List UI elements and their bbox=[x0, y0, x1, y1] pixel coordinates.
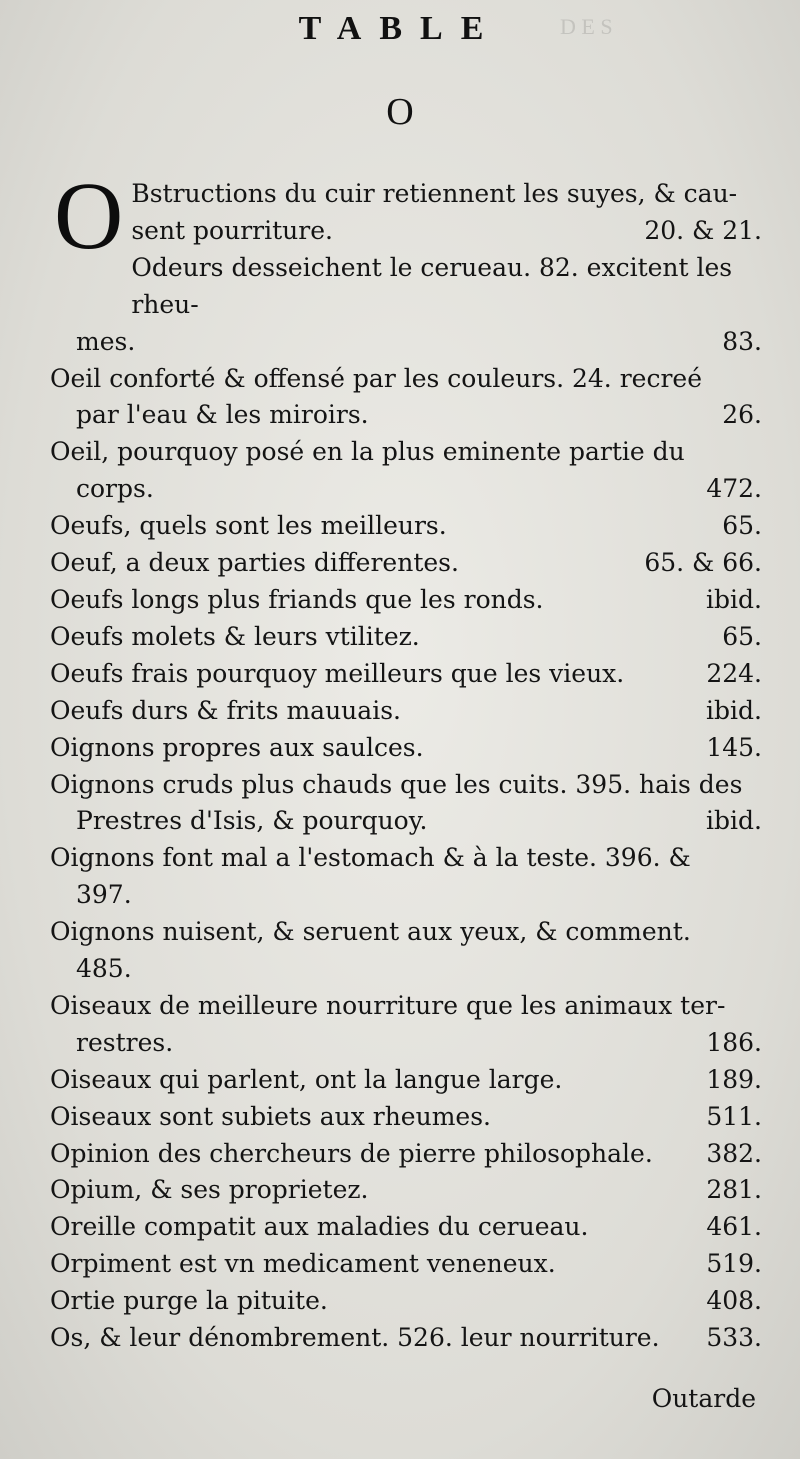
entry-line bbox=[50, 545, 762, 582]
index-entries bbox=[50, 162, 762, 1357]
entry-text: par l'eau & les miroirs. bbox=[76, 400, 369, 430]
entry-line bbox=[50, 767, 762, 804]
index-entry bbox=[50, 508, 762, 545]
entry-line bbox=[131, 250, 762, 324]
index-entry bbox=[50, 767, 762, 841]
entry-line bbox=[50, 397, 762, 434]
index-entry bbox=[50, 693, 762, 730]
entry-text: Orpiment est vn medicament veneneux. bbox=[50, 1249, 556, 1279]
show-through-text: D E S bbox=[560, 14, 613, 39]
index-entry bbox=[50, 1246, 762, 1283]
entry-text: Oignons font mal a l'estomach & à la teste. 396. & bbox=[50, 843, 691, 873]
entry-line bbox=[50, 988, 762, 1025]
entry-text: Oeufs molets & leurs vtilitez. bbox=[50, 621, 420, 651]
page-reference: 281. bbox=[706, 1175, 762, 1205]
entry-line bbox=[50, 582, 762, 619]
page-reference: 65. bbox=[722, 621, 762, 651]
entry-text: 397. bbox=[76, 880, 132, 910]
entry-line bbox=[50, 1172, 762, 1209]
page-reference: 20. & 21. bbox=[644, 215, 762, 245]
entry-text: 485. bbox=[76, 954, 132, 984]
entry-line bbox=[50, 877, 762, 914]
entry-line bbox=[50, 619, 762, 656]
entry-line bbox=[50, 1025, 762, 1062]
page-reference: 186. bbox=[706, 1027, 762, 1057]
page-reference: 26. bbox=[722, 400, 762, 430]
entry-text: Opinion des chercheurs de pierre philosophale. bbox=[50, 1138, 653, 1168]
entry-text: Oignons cruds plus chauds que les cuits. 395. hais des bbox=[50, 769, 743, 799]
entry-text: sent pourriture. bbox=[131, 215, 333, 245]
entry-line bbox=[50, 1246, 762, 1283]
entry-text: Ortie purge la pituite. bbox=[50, 1286, 328, 1316]
entry-text: Oreille compatit aux maladies du cerueau. bbox=[50, 1212, 589, 1242]
entry-text: Oeufs longs plus friands que les ronds. bbox=[50, 584, 544, 614]
entry-line bbox=[50, 1062, 762, 1099]
page-reference: ibid. bbox=[706, 806, 762, 836]
entry-line bbox=[50, 1320, 762, 1357]
entry-text: mes. bbox=[76, 326, 136, 356]
index-entry bbox=[50, 1320, 762, 1357]
page-reference: 519. bbox=[706, 1249, 762, 1279]
entry-text: Odeurs desseichent le cerueau. 82. excitent les rheu- bbox=[131, 252, 733, 319]
index-entry bbox=[50, 840, 762, 914]
entry-line bbox=[50, 1283, 762, 1320]
entry-text: corps. bbox=[76, 474, 154, 504]
entry-line bbox=[131, 213, 762, 250]
index-entry bbox=[50, 545, 762, 582]
drop-cap: O bbox=[54, 162, 124, 269]
entry-text: Oignons propres aux saulces. bbox=[50, 732, 424, 762]
index-entry bbox=[50, 988, 762, 1062]
entry-text: Oeufs frais pourquoy meilleurs que les vieux. bbox=[50, 658, 625, 688]
page-reference: 65. & 66. bbox=[644, 548, 762, 578]
entry-text: Prestres d'Isis, & pourquoy. bbox=[76, 806, 428, 836]
section-letter: O bbox=[386, 91, 414, 133]
entry-line bbox=[50, 1099, 762, 1136]
page-reference: 461. bbox=[706, 1212, 762, 1242]
entry-line bbox=[50, 803, 762, 840]
page-reference: 511. bbox=[706, 1101, 762, 1131]
entry-text: Oeufs durs & frits mauuais. bbox=[50, 695, 401, 725]
index-entry bbox=[50, 434, 762, 508]
entry-line bbox=[131, 176, 762, 213]
index-entry bbox=[50, 1283, 762, 1320]
index-entry bbox=[50, 619, 762, 656]
page-reference: ibid. bbox=[706, 695, 762, 725]
entry-line bbox=[50, 361, 762, 398]
entry-text: Oeil conforté & offensé par les couleurs. 24. recreé bbox=[50, 363, 702, 393]
page-reference: 145. bbox=[706, 732, 762, 762]
entry-text: Opium, & ses proprietez. bbox=[50, 1175, 369, 1205]
entry-line bbox=[50, 434, 762, 471]
entry-text: Oiseaux sont subiets aux rheumes. bbox=[50, 1101, 491, 1131]
page-reference: 382. bbox=[706, 1138, 762, 1168]
index-entry bbox=[50, 250, 762, 361]
entry-line bbox=[50, 1136, 762, 1173]
entry-text: Oeuf, a deux parties differentes. bbox=[50, 548, 459, 578]
page-reference: 472. bbox=[706, 474, 762, 504]
index-entry bbox=[50, 162, 762, 269]
entry-text: Oeil, pourquoy posé en la plus eminente partie du bbox=[50, 437, 685, 467]
page-reference: ibid. bbox=[706, 584, 762, 614]
index-entry bbox=[50, 1209, 762, 1246]
entry-line bbox=[50, 508, 762, 545]
entry-line bbox=[50, 914, 762, 951]
index-entry bbox=[50, 1062, 762, 1099]
page-reference: 83. bbox=[722, 326, 762, 356]
index-entry bbox=[50, 361, 762, 435]
entry-text: Oeufs, quels sont les meilleurs. bbox=[50, 511, 447, 541]
entry-line bbox=[50, 840, 762, 877]
page-reference: 533. bbox=[706, 1323, 762, 1353]
entry-line bbox=[50, 471, 762, 508]
entry-text: Os, & leur dénombrement. 526. leur nourriture. bbox=[50, 1323, 660, 1353]
entry-text: Oignons nuisent, & seruent aux yeux, & comment. bbox=[50, 917, 691, 947]
entry-line bbox=[50, 656, 762, 693]
page-reference: 65. bbox=[722, 511, 762, 541]
entry-line bbox=[50, 1209, 762, 1246]
index-entry bbox=[50, 730, 762, 767]
index-entry bbox=[50, 1099, 762, 1136]
entry-line bbox=[50, 324, 762, 361]
entry-text: Oiseaux de meilleure nourriture que les animaux ter- bbox=[50, 990, 726, 1020]
entry-line bbox=[50, 730, 762, 767]
entry-line bbox=[50, 693, 762, 730]
entry-text: Oiseaux qui parlent, ont la langue large. bbox=[50, 1064, 563, 1094]
entry-text: restres. bbox=[76, 1027, 174, 1057]
index-entry bbox=[50, 914, 762, 988]
entry-line bbox=[50, 951, 762, 988]
page-reference: 224. bbox=[706, 658, 762, 688]
index-entry bbox=[50, 1172, 762, 1209]
index-entry bbox=[50, 656, 762, 693]
page-title: TABLE bbox=[298, 10, 502, 47]
page-reference: 189. bbox=[706, 1064, 762, 1094]
entry-text: Bstructions du cuir retiennent les suyes, & cau- bbox=[131, 179, 738, 208]
index-entry bbox=[50, 582, 762, 619]
index-entry bbox=[50, 1136, 762, 1173]
catchword: Outarde bbox=[651, 1384, 756, 1413]
page-reference: 408. bbox=[706, 1286, 762, 1316]
